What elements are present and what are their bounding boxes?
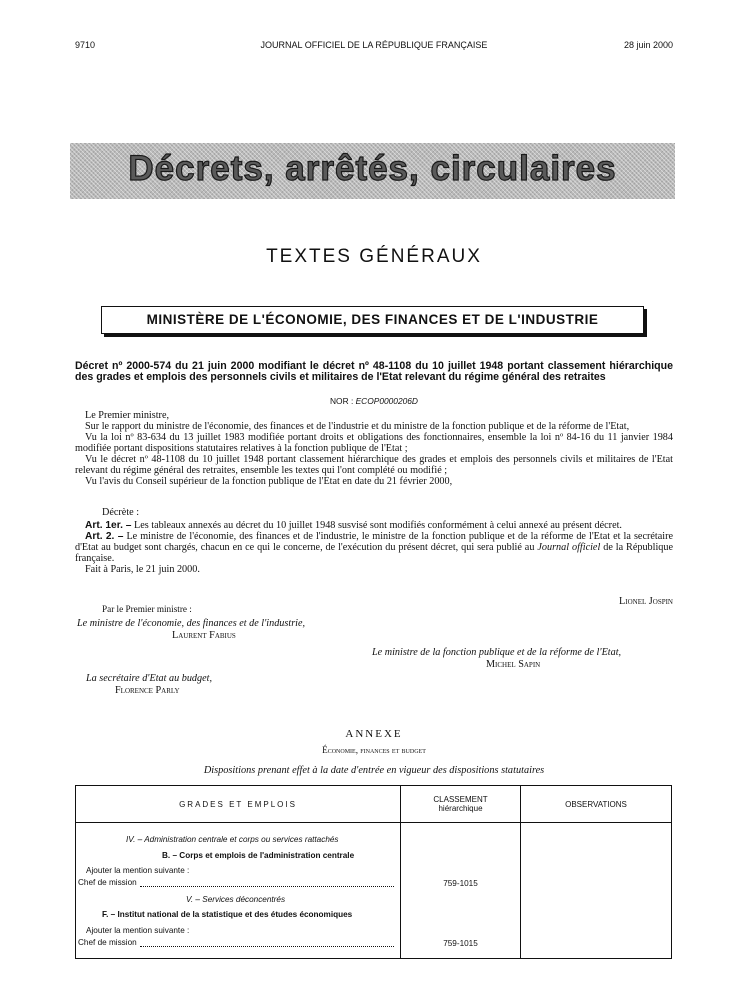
par-premier-ministre: Par le Premier ministre : — [102, 604, 192, 614]
table-row: F. – Institut national de la statistique et des études économiques — [102, 910, 353, 919]
fp-minister-role: Le ministre de la fonction publique et de la réforme de l'Etat, — [372, 647, 622, 658]
decree-title: Décret nº 2000-574 du 21 juin 2000 modifiant le décret nº 48-1108 du 10 juillet 1948 portant classement hiérarchique des grades et emplois des personnels civils et militaires de l'Etat relevant du régime général des retraites — [75, 360, 673, 383]
classement-value: 759-1015 — [443, 879, 478, 888]
table-row: Ajouter la mention suivante : — [86, 866, 190, 875]
issue-date: 28 juin 2000 — [623, 40, 673, 50]
paragraph: Le Premier ministre, — [85, 410, 170, 421]
col-classement-b: hiérarchique — [438, 804, 483, 813]
page-number: 9710 — [75, 40, 96, 50]
table-row: Ajouter la mention suivante : — [86, 926, 190, 935]
ministry-box: MINISTÈRE DE L'ÉCONOMIE, DES FINANCES ET DE L'INDUSTRIE — [101, 306, 644, 334]
paragraph: Vu la loi nº 83-634 du 13 juillet 1983 modifiée portant droits et obligations des fonctionnaires, ensemble la loi nº 84-16 du 11 janvier 1984 modifiée portant dispositions statutaires relatives à la fonction publique de l'Etat ; — [75, 432, 673, 454]
section-banner — [70, 143, 675, 199]
decree-body — [75, 410, 673, 487]
budget-role: La secrétaire d'Etat au budget, — [86, 673, 213, 684]
paragraph: Sur le rapport du ministre de l'économie, des finances et de l'industrie et du ministre de la fonction publique et de la réforme de l'Etat, — [85, 421, 630, 432]
budget-name: Florence Parly — [115, 685, 180, 696]
table-row: Chef de mission — [78, 878, 137, 887]
section-title: TEXTES GÉNÉRAUX — [266, 246, 482, 267]
annex-subtitle: Économie, finances et budget — [322, 745, 426, 755]
table-row: B. – Corps et emplois de l'administration centrale — [162, 851, 355, 860]
nor-reference — [0, 396, 748, 406]
journal-officiel: Journal officiel — [537, 542, 601, 553]
col-classement — [401, 786, 521, 823]
table-row: V. – Services déconcentrés — [186, 895, 286, 904]
signature-prime-minister: Lionel Jospin — [619, 596, 673, 607]
article-2 — [75, 531, 673, 564]
col-grades: GRADES ET EMPLOIS — [76, 786, 401, 823]
table-row: IV. – Administration centrale et corps ou services rattachés — [126, 835, 339, 844]
articles — [75, 520, 673, 575]
eco-minister-name: Laurent Fabius — [172, 630, 236, 641]
fait-a-paris: Fait à Paris, le 21 juin 2000. — [85, 564, 200, 575]
article-1-text: Les tableaux annexés au décret du 10 juillet 1948 susvisé sont modifiés conformément à celui annexé au présent décret. — [133, 520, 622, 531]
nor-value: ECOP0000206D — [355, 396, 418, 406]
decrete: Décrète : — [102, 507, 140, 518]
article-1 — [75, 520, 673, 531]
article-2-text-b: de la République française. — [75, 542, 674, 564]
cell-grades — [76, 823, 401, 959]
nor-label: NOR : — [330, 396, 354, 406]
cell-observations — [521, 823, 672, 959]
article-1-label: Art. 1er. – — [85, 520, 132, 531]
table-row: Chef de mission — [78, 938, 137, 947]
dotted-leader — [140, 946, 394, 947]
col-classement-a: CLASSEMENT — [433, 795, 488, 804]
annex-dispositions: Dispositions prenant effet à la date d'entrée en vigueur des dispositions statutaires — [203, 765, 545, 776]
cell-classement — [401, 823, 521, 959]
paragraph: Vu le décret nº 48-1108 du 10 juillet 1948 portant classement hiérarchique des grades et emplois des personnels civils et militaires de l'Etat relevant du régime général des retraites, ensemble les textes qui l'ont complété ou modifié ; — [75, 454, 673, 476]
col-observations: OBSERVATIONS — [521, 786, 672, 823]
article-2-text-a: Le ministre de l'économie, des finances et de l'industrie, le ministre de la fonction publique et de la réforme de l'Etat et la secrétaire d'Etat au budget sont chargés, chacun en ce qui le concerne, de l'exécution du présent décret, qui sera publié au — [75, 531, 673, 553]
banner-title: Décrets, arrêtés, circulaires — [128, 149, 617, 188]
dotted-leader — [140, 886, 394, 887]
paragraph: Vu l'avis du Conseil supérieur de la fonction publique de l'Etat en date du 21 février 2000, — [85, 476, 453, 487]
eco-minister-role: Le ministre de l'économie, des finances et de l'industrie, — [77, 618, 306, 629]
annex-table — [75, 785, 672, 959]
annex-title: ANNEXE — [345, 728, 403, 740]
article-2-label: Art. 2. – — [85, 531, 124, 542]
classement-value: 759-1015 — [443, 939, 478, 948]
fp-minister-name: Michel Sapin — [486, 659, 541, 670]
journal-title: JOURNAL OFFICIEL DE LA RÉPUBLIQUE FRANÇAISE — [260, 40, 488, 50]
